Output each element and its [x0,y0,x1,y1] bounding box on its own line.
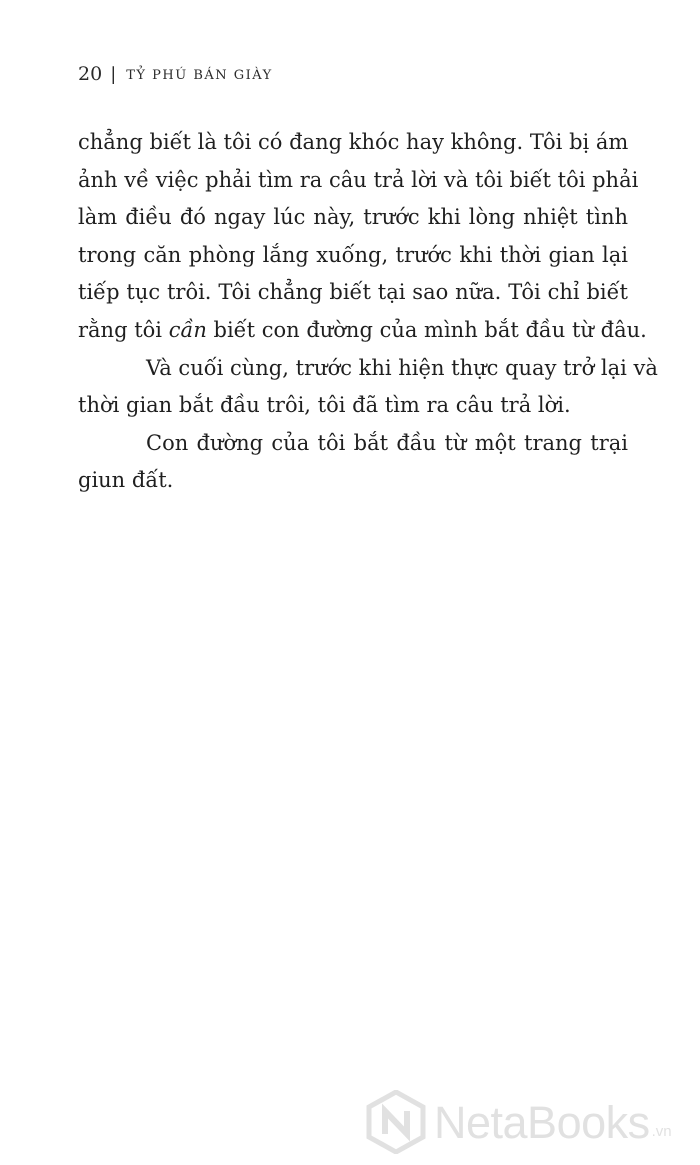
watermark-brand: NetaBooks [434,1096,650,1148]
paragraph-3 [78,425,628,500]
emphasis-word: cần [168,317,207,342]
text-line: chẳng biết là tôi có đang khóc hay không. Tôi bị ám [78,130,629,154]
text-line: thời gian bắt đầu trôi, tôi đã tìm ra câu trả lời. [78,393,571,418]
text-run: rằng tôi [78,317,169,342]
text-line: Và cuối cùng, trước khi hiện thực quay trở lại và [146,355,658,380]
book-title: TỶ PHÚ BÁN GIÀY [126,68,273,83]
netabooks-logo-icon [366,1090,426,1154]
text-line: tiếp tục trôi. Tôi chẳng biết tại sao nữa. Tôi chỉ biết [78,280,628,305]
page-number: 20 [78,63,103,85]
running-head [78,62,273,88]
watermark-suffix: .vn [651,1123,672,1140]
paragraph-2 [78,350,658,425]
watermark [366,1090,696,1154]
body-text [78,124,658,500]
paragraph-1 [78,124,647,350]
text-line [78,312,647,350]
header-separator: | [110,64,117,85]
text-line: làm điều đó ngay lúc này, trước khi lòng nhiệt tình [78,205,628,230]
text-line: giun đất. [78,468,174,493]
text-line: trong căn phòng lắng xuống, trước khi thời gian lại [78,242,628,267]
text-line: ảnh về việc phải tìm ra câu trả lời và tôi biết tôi phải [78,167,639,192]
text-run: biết con đường của mình bắt đầu từ đâu. [206,317,647,342]
text-line: Con đường của tôi bắt đầu từ một trang trại [146,430,628,455]
